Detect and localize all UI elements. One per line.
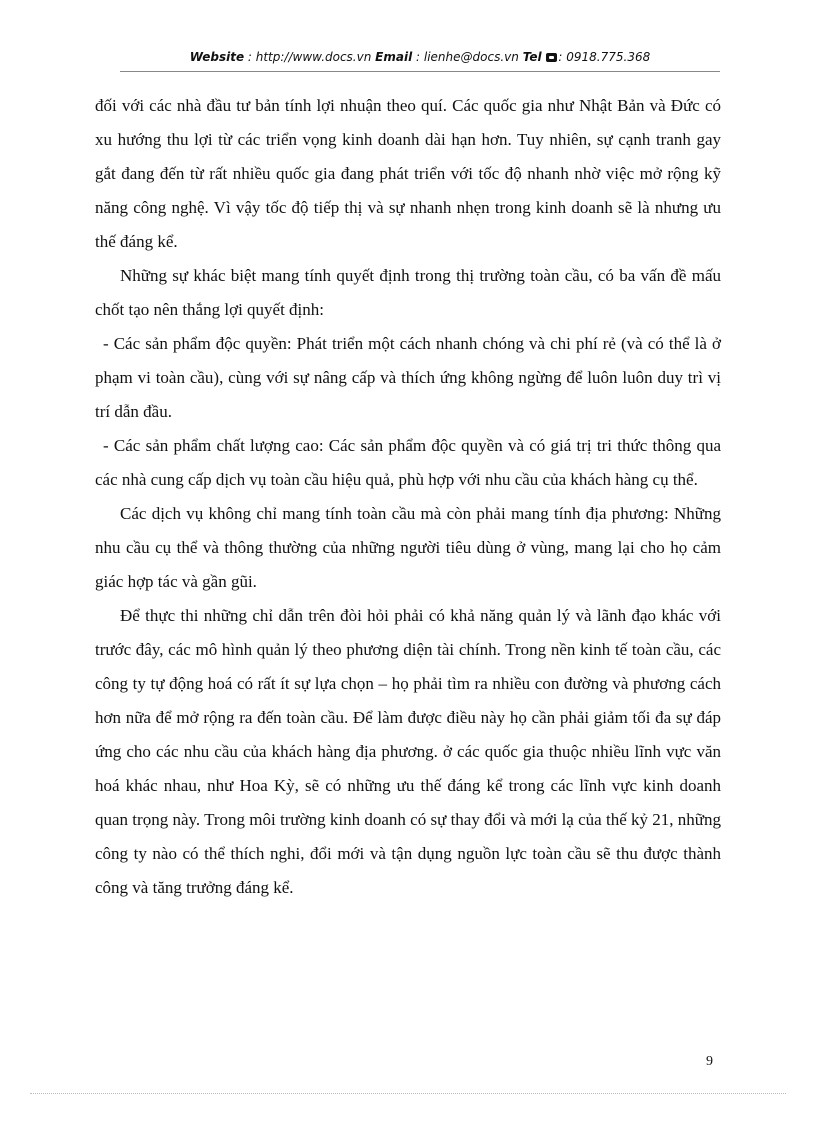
tel-value: 0918.775.368: [566, 50, 651, 64]
phone-icon: [546, 53, 557, 62]
website-sep: :: [244, 50, 256, 64]
tel-label: Tel: [522, 50, 542, 64]
paragraph-key-issues: Những sự khác biệt mang tính quyết định trong thị trường toàn cầu, có ba vấn đề mấu chốt tạo nên thắng lợi quyết định:: [95, 266, 721, 319]
header-divider: [120, 71, 720, 72]
tel-sep: :: [558, 50, 567, 64]
email-label: Email: [375, 50, 413, 64]
document-body: [95, 89, 721, 905]
footer-divider: [30, 1093, 786, 1094]
page-header: [120, 50, 720, 64]
website-label: Website: [189, 50, 245, 64]
paragraph-local-services: Các dịch vụ không chỉ mang tính toàn cầu mà còn phải mang tính địa phương: Những nhu cầu cụ thể và thông thường của những người tiêu dùng ở vùng, mang lại cho họ cảm giác hợp tác và gần gũi.: [95, 504, 721, 591]
email-value[interactable]: lienhe@docs.vn: [423, 50, 519, 64]
paragraph-management: Để thực thi những chỉ dẫn trên đòi hỏi phải có khả năng quản lý và lãnh đạo khác với trước đây, các mô hình quản lý theo phương diện tài chính. Trong nền kinh tế toàn cầu, các công ty tự động hoá có rất ít sự lựa chọn – họ phải tìm ra nhiều con đường và phương cách hơn nữa để mở rộng ra đến toàn cầu. Để làm được điều này họ cần phải giảm tối đa sự đáp ứng cho các nhu cầu của khách hàng địa phương. ở các quốc gia thuộc nhiều lĩnh vực văn hoá khác nhau, như Hoa Kỳ, sẽ có những ưu thế đáng kể trong các lĩnh vực kinh doanh quan trọng này. Trong môi trường kinh doanh có sự thay đổi và mới lạ của thế kỷ 21, những công ty nào có thể thích nghi, đổi mới và tận dụng nguồn lực toàn cầu sẽ thu được thành công và tăng trưởng đáng kể.: [95, 606, 721, 897]
website-url[interactable]: http://www.docs.vn: [255, 50, 372, 64]
bullet-exclusive-products: - Các sản phẩm độc quyền: Phát triển một cách nhanh chóng và chi phí rẻ (và có thể là ở phạm vi toàn cầu), cùng với sự nâng cấp và thích ứng không ngừng để luôn luôn duy trì vị trí dẫn đầu.: [95, 334, 721, 421]
paragraph-continuation: đối với các nhà đầu tư bản tính lợi nhuận theo quí. Các quốc gia như Nhật Bản và Đức có xu hướng thu lợi từ các triển vọng kinh doanh dài hạn hơn. Tuy nhiên, sự cạnh tranh gay gắt đang đến từ rất nhiều quốc gia đang phát triển với tốc độ nhanh nhờ việc mở rộng kỹ năng công nghệ. Vì vậy tốc độ tiếp thị và sự nhanh nhẹn trong kinh doanh sẽ là nhưng ưu thế đáng kể.: [95, 96, 721, 251]
bullet-high-quality-products: - Các sản phẩm chất lượng cao: Các sản phẩm độc quyền và có giá trị tri thức thông qua các nhà cung cấp dịch vụ toàn cầu hiệu quả, phù hợp với nhu cầu của khách hàng cụ thể.: [95, 436, 721, 489]
email-sep: :: [412, 50, 424, 64]
page-number: 9: [706, 1054, 713, 1069]
